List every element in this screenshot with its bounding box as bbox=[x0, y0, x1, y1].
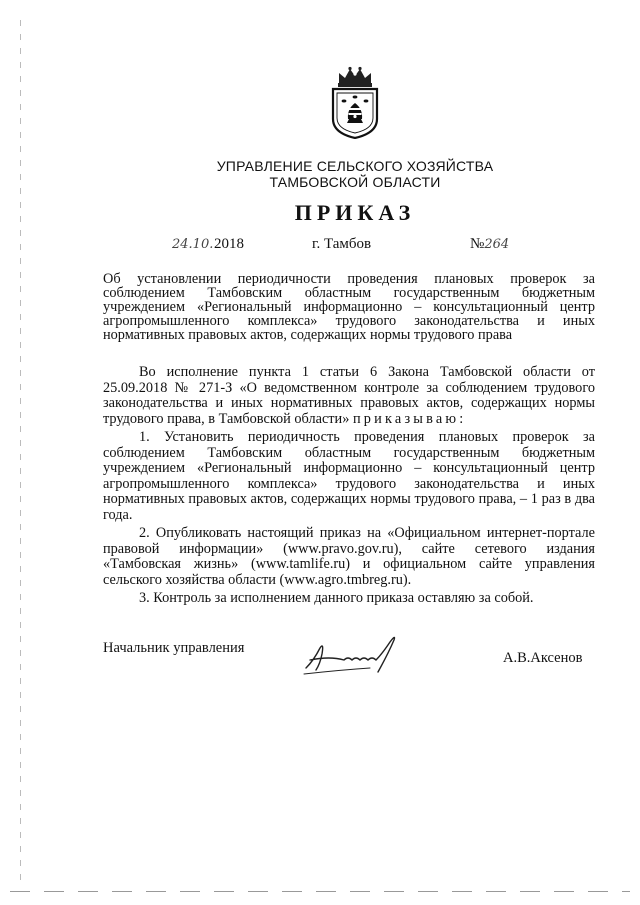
order-item-1: 1. Установить периодичность проведения плановых проверок за соблюдением Тамбовским областным государственным бюджетным учреждением «Региональный информационно – консультационный центр агропромышленного комплекса» трудового законодательства и иных нормативных правовых актов, содержащих нормы трудового права, – 1 раз в два года. bbox=[103, 429, 595, 523]
order-date bbox=[172, 236, 244, 253]
org-line-2: ТАМБОВСКОЙ ОБЛАСТИ bbox=[269, 174, 441, 190]
order-subject: Об установлении периодичности проведения плановых проверок за соблюдением Тамбовским областным государственным бюджетным учреждением «Региональный информационно – консультационный центр агропромышленного комплекса» трудового законодательства и иных нормативных правовых актов, содержащих нормы трудового права bbox=[103, 271, 595, 343]
organization-header bbox=[180, 158, 530, 190]
scan-edge-bottom bbox=[10, 891, 630, 892]
order-year: 2018 bbox=[214, 236, 244, 252]
handwritten-signature-icon bbox=[300, 630, 410, 678]
order-word: приказываю: bbox=[352, 410, 467, 427]
order-number bbox=[470, 236, 509, 253]
order-item-3: 3. Контроль за исполнением данного приказа оставляю за собой. bbox=[139, 590, 534, 606]
handwritten-date: 24.10. bbox=[172, 237, 214, 252]
preamble-paragraph bbox=[103, 365, 595, 427]
coat-of-arms-icon bbox=[325, 65, 385, 139]
handwritten-number: 264 bbox=[484, 237, 510, 252]
signatory-name: А.В.Аксенов bbox=[503, 650, 583, 666]
document-title: ПРИКАЗ bbox=[294, 200, 416, 225]
order-city: г. Тамбов bbox=[312, 236, 372, 252]
order-item-2: 2. Опубликовать настоящий приказ на «Официальном интернет-портале правовой информации» (www.pravo.gov.ru), сайте сетевого издания «Тамбовская жизнь» (www.tamlife.ru) и официальном сайте управления сельского хозяйства области (www.agro.tmbreg.ru). bbox=[103, 525, 595, 588]
preamble-text: Во исполнение пункта 1 статьи 6 Закона Тамбовской области от 25.09.2018 № 271-З «О ведомственном контроле за соблюдением трудового законодательства и иных нормативных правовых актов, содержащих нормы трудового права, в Тамбовской области» bbox=[103, 364, 595, 427]
order-body bbox=[103, 365, 595, 610]
number-prefix: № bbox=[470, 236, 485, 252]
org-line-1: УПРАВЛЕНИЕ СЕЛЬСКОГО ХОЗЯЙСТВА bbox=[216, 158, 494, 174]
signatory-title: Начальник управления bbox=[103, 640, 245, 656]
scan-edge-left bbox=[20, 20, 21, 880]
